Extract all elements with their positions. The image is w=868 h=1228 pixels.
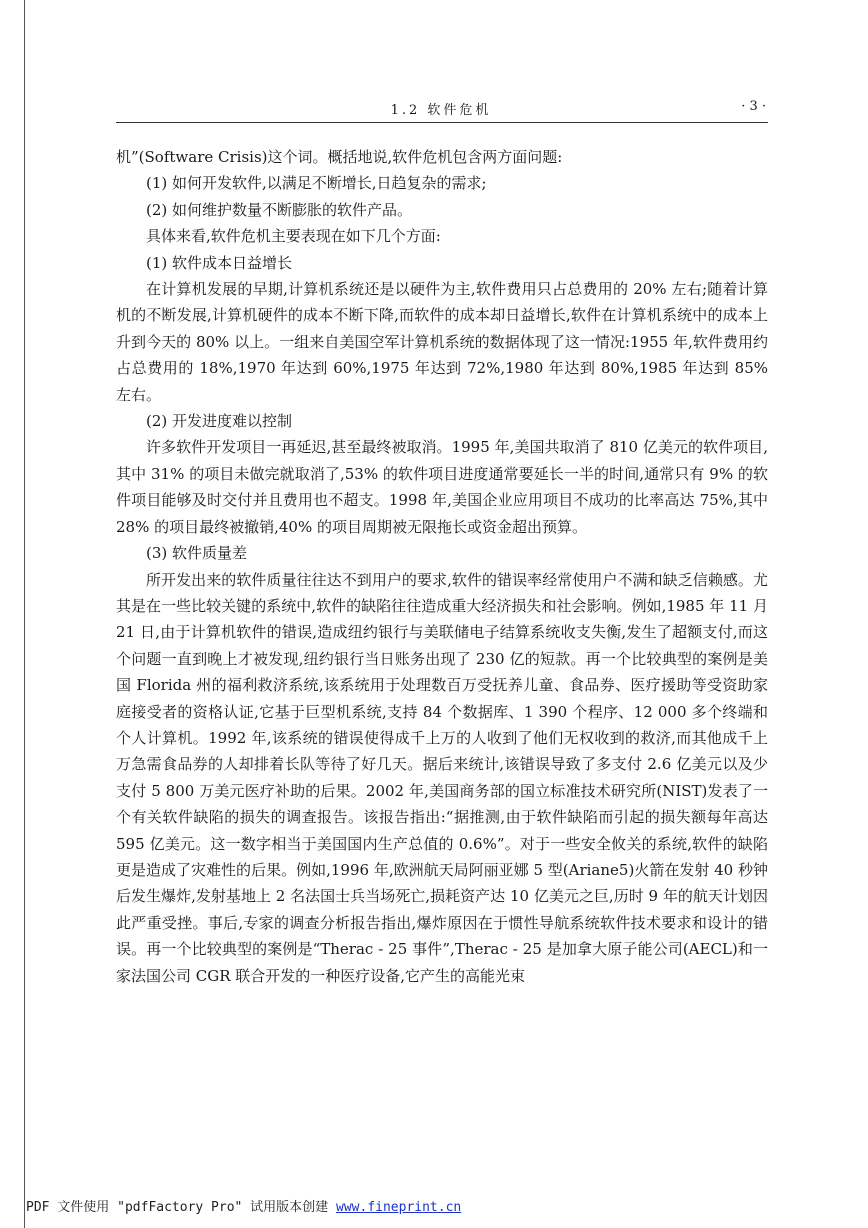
- page-left-border: [24, 0, 25, 1228]
- section-title: 1.2 软件危机: [390, 103, 492, 118]
- paragraph: 在计算机发展的早期,计算机系统还是以硬件为主,软件费用只占总费用的 20% 左右;随着计算机的不断发展,计算机硬件的成本不断下降,而软件的成本却日益增长,软件在计算机系统中的成本上升到今天的 80% 以上。一组来自美国空军计算机系统的数据体现了这一情况:1955 年,软件费用约占总费用的 18%,1970 年达到 60%,1975 年达到 72%,1980 年达到 80%,1985 年达到 85% 左右。: [116, 280, 768, 404]
- running-header: [116, 96, 766, 120]
- paragraph: 具体来看,软件危机主要表现在如下几个方面:: [146, 227, 441, 246]
- page-number: · 3 ·: [741, 99, 766, 114]
- header-divider: [116, 122, 768, 123]
- subheading: (2) 开发进度难以控制: [146, 412, 293, 431]
- body-text: [116, 144, 768, 989]
- subheading: (1) 软件成本日益增长: [146, 253, 293, 272]
- paragraph: 所开发出来的软件质量往往达不到用户的要求,软件的错误率经常使用户不满和缺乏信赖感。尤其是在一些比较关键的系统中,软件的缺陷往往造成重大经济损失和社会影响。例如,1985 年 11 月 21 日,由于计算机软件的错误,造成纽约银行与美联储电子结算系统收支失衡,发生了超额支付,而这个问题一直到晚上才被发现,纽约银行当日账务出现了 230 亿的短款。再一个比较典型的案例是美国 Florida 州的福利救济系统,该系统用于处理数百万受抚养儿童、食品券、医疗援助等受资助家庭接受者的资格认证,它基于巨型机系统,支持 84 个数据库、1 390 个程序、12 000 多个终端和个人计算机。1992 年,该系统的错误使得成千上万的人收到了他们无权收到的救济,而其他成千上万急需食品券的人却排着长队等待了好几天。据后来统计,该错误导致了多支付 2.6 亿美元以及少支付 5 800 万美元医疗补助的后果。2002 年,美国商务部的国立标准技术研究所(NIST)发表了一个有关软件缺陷的损失的调查报告。该报告指出:“据推测,由于软件缺陷而引起的损失额每年高达 595 亿美元。这一数字相当于美国国内生产总值的 0.6%”。对于一些安全攸关的系统,软件的缺陷更是造成了灾难性的后果。例如,1996 年,欧洲航天局阿丽亚娜 5 型(Ariane5)火箭在发射 40 秒钟后发生爆炸,发射基地上 2 名法国士兵当场死亡,损耗资产达 10 亿美元之巨,历时 9 年的航天计划因此严重受挫。事后,专家的调查分析报告指出,爆炸原因在于惯性导航系统软件技术要求和设计的错误。再一个比较典型的案例是“Therac - 25 事件”,Therac - 25 是加拿大原子能公司(AECL)和一家法国公司 CGR 联合开发的一种医疗设备,它产生的高能光束: [116, 570, 768, 985]
- footer-link[interactable]: www.fineprint.cn: [336, 1200, 462, 1215]
- footer-text: PDF 文件使用 "pdfFactory Pro" 试用版本创建: [26, 1200, 337, 1215]
- list-item: (2) 如何维护数量不断膨胀的软件产品。: [146, 200, 413, 219]
- paragraph-continuation: 机”(Software Crisis)这个词。概括地说,软件危机包含两方面问题:: [116, 148, 563, 166]
- pdf-footer: [26, 1196, 461, 1215]
- paragraph: 许多软件开发项目一再延迟,甚至最终被取消。1995 年,美国共取消了 810 亿美元的软件项目,其中 31% 的项目未做完就取消了,53% 的软件项目进度通常要延长一半的时间,通常只有 9% 的软件项目能够及时交付并且费用也不超支。1998 年,美国企业应用项目不成功的比率高达 75%,其中 28% 的项目最终被撤销,40% 的项目周期被无限拖长或资金超出预算。: [116, 438, 768, 536]
- subheading: (3) 软件质量差: [146, 544, 248, 563]
- list-item: (1) 如何开发软件,以满足不断增长,日趋复杂的需求;: [146, 174, 487, 193]
